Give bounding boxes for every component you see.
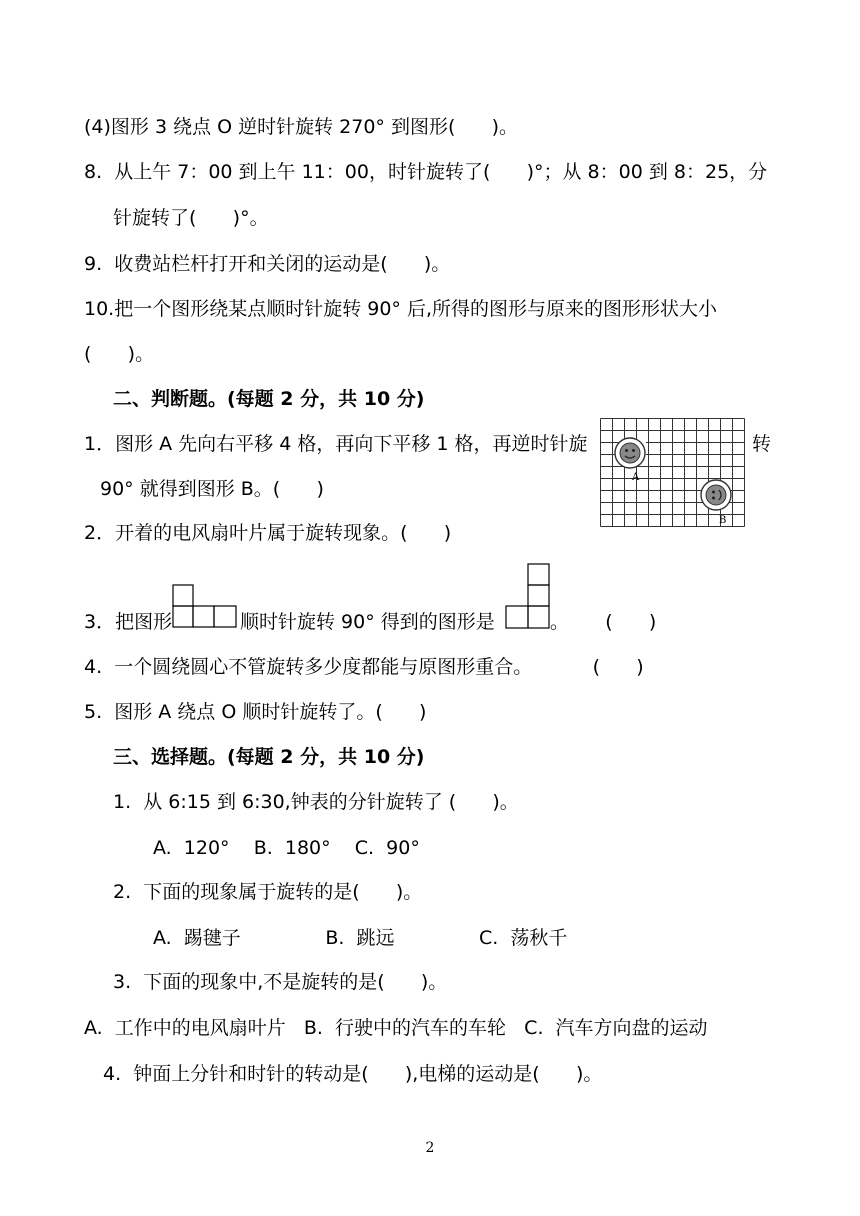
q7-4: (4)图形 3 绕点 O 逆时针旋转 270° 到图形( )。	[84, 116, 519, 138]
j2: 2．开着的电风扇叶片属于旋转现象。( )	[84, 522, 452, 544]
q8-line2: 针旋转了( )°。	[113, 207, 269, 229]
c1: 1. 从 6:15 到 6:30,钟表的分针旋转了 ( )。	[113, 791, 519, 813]
page-number: 2	[425, 1140, 435, 1156]
j3-suffix: 。 ( )	[550, 611, 657, 633]
c4: 4. 钟面上分针和时针的转动是( ),电梯的运动是( )。	[103, 1063, 603, 1085]
q10-line1: 10.把一个图形绕某点顺时针旋转 90° 后,所得的图形与原来的图形形状大小	[84, 298, 718, 320]
q10-line2: ( )。	[84, 343, 155, 365]
shape-original	[172, 584, 240, 630]
c3: 3. 下面的现象中,不是旋转的是( )。	[113, 971, 448, 993]
figure-a	[615, 438, 646, 483]
q9: 9. 收费站栏杆打开和关闭的运动是( )。	[84, 253, 451, 275]
c2-options: A. 踢毽子 B. 跳远 C. 荡秋千	[153, 927, 568, 949]
shape-rotated	[505, 563, 551, 631]
j5: 5. 图形 A 绕点 O 顺时针旋转了。( )	[84, 701, 427, 723]
section-choice-title: 三、选择题。(每题 2 分，共 10 分)	[113, 746, 425, 768]
svg-text:B: B	[719, 515, 727, 526]
svg-text:A: A	[632, 472, 640, 483]
grid-figure	[600, 418, 750, 528]
figure-b	[701, 480, 731, 526]
q8-line1: 8. 从上午 7：00 到上午 11：00，时针旋转了( )°；从 8：00 到 8：25，分	[84, 161, 768, 183]
c1-options: A. 120° B. 180° C. 90°	[153, 837, 420, 859]
j3-middle: 顺时针旋转 90° 得到的图形是	[240, 611, 495, 633]
c2: 2. 下面的现象属于旋转的是( )。	[113, 881, 423, 903]
j4: 4. 一个圆绕圆心不管旋转多少度都能与原图形重合。 ( )	[84, 656, 644, 678]
j1-line1-tail: 转	[752, 433, 772, 455]
j1-line2: 90° 就得到图形 B。( )	[100, 478, 324, 500]
c3-options: A. 工作中的电风扇叶片 B. 行驶中的汽车的车轮 C. 汽车方向盘的运动	[84, 1017, 708, 1039]
j3-prefix: 3．把图形	[84, 611, 173, 633]
section-judgment-title: 二、判断题。(每题 2 分，共 10 分)	[113, 388, 425, 410]
j1-line1: 1．图形 A 先向右平移 4 格，再向下平移 1 格，再逆时针旋	[84, 433, 588, 455]
